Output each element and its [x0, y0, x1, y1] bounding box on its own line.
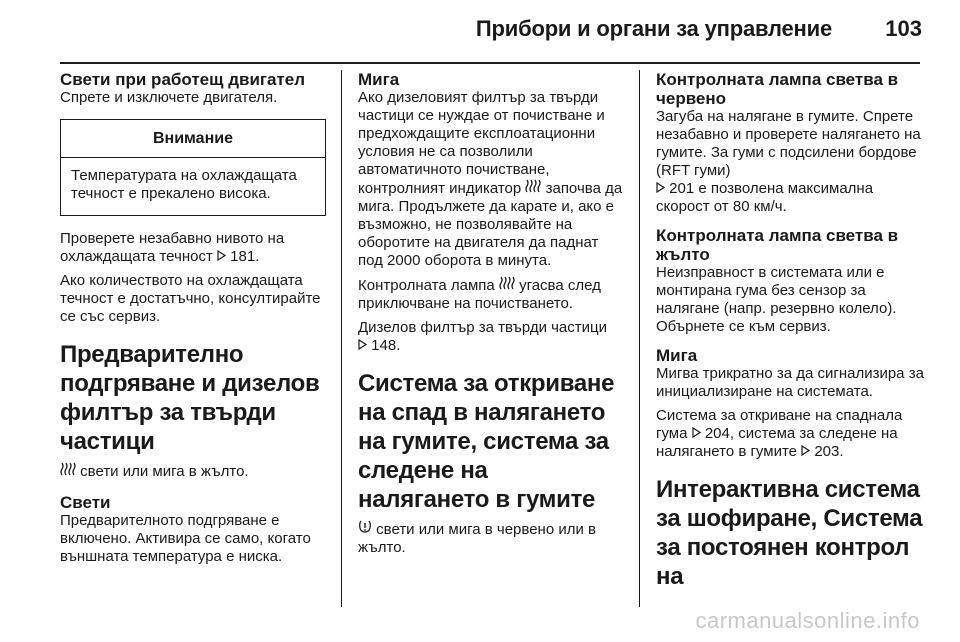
triangle-ref-icon: [656, 180, 665, 198]
page-reference[interactable]: 201: [669, 180, 695, 197]
tire-pressure-icon: [358, 520, 372, 539]
paragraph: [358, 520, 624, 557]
triangle-ref-icon: [217, 248, 226, 266]
paragraph-text: Дизелов филтър за твърди частици: [358, 319, 607, 336]
page-reference[interactable]: 203.: [814, 443, 844, 460]
section-heading: Система за откриване на спад в налягането на гумите, система за следене на налягането в гумите: [358, 370, 615, 513]
page-header: [0, 0, 960, 50]
section-text: Спрете и изключете двигателя.: [60, 89, 278, 106]
paragraph: [60, 230, 326, 266]
paragraph-text: Контролната лампа: [358, 277, 495, 294]
section-heading: Интерактивна система за шофиране, Система за постоянен контрол на: [656, 476, 923, 590]
column-divider-2: [639, 70, 640, 607]
paragraph: [656, 407, 924, 461]
paragraph-text: Система за откриване на спаднала гума: [656, 407, 903, 442]
paragraph: Неизправност в системата или е монтирана гума без сензор за налягане (напр. резервно колело). Обърнете се към сервиз.: [656, 264, 897, 335]
warning-text: Температурата на охлаждащата течност е прекалено висока.: [71, 167, 297, 202]
section-title: Свети при работещ двигател: [60, 70, 306, 89]
paragraph-text: свети или мига в жълто.: [80, 463, 249, 480]
header-divider: [60, 62, 920, 64]
page-title: Прибори и органи за управление: [475, 16, 832, 41]
paragraph-text: угасва след приключване на почистването.: [358, 277, 601, 312]
subsection-title: Контролната лампа светва в жълто: [656, 226, 899, 264]
paragraph: Ако количеството на охлаждащата течност е достатъчно, консултирайте се със сервиз.: [60, 272, 321, 325]
paragraph-text: Проверете незабавно нивото на охлаждащата течност: [60, 230, 285, 265]
triangle-ref-icon: [801, 443, 810, 461]
paragraph-text: свети или мига в червено или в жълто.: [358, 521, 596, 556]
column-divider-1: [341, 70, 342, 607]
paragraph-text: Ако дизеловият филтър за твърди частици се нуждае от почистване и предхождащите експлоатационни условия не са позволили автоматичното почистване, контролният индикатор: [358, 89, 605, 197]
paragraph: Предварителното подгряване е включено. Активира се само, когато външната температура е ниска.: [60, 512, 311, 565]
warning-title: Внимание: [61, 120, 325, 158]
subsection-title: Мига: [656, 346, 698, 365]
paragraph-text: Загуба на налягане в гумите. Спрете незабавно и проверете налягането на гумите. За гуми с подсилени бордове (RFT гуми): [656, 108, 921, 179]
triangle-ref-icon: [692, 425, 701, 443]
glow-plug-icon: [60, 462, 76, 481]
page-reference[interactable]: 148.: [371, 337, 401, 354]
paragraph: [358, 276, 624, 313]
subsection-title: Свети: [60, 493, 111, 512]
glow-plug-icon: [499, 276, 515, 295]
section-heading: Предварително подгряване и дизелов филтър за твърди частици: [60, 341, 320, 455]
triangle-ref-icon: [358, 337, 367, 355]
watermark: carmanualsonline.info: [695, 608, 920, 633]
paragraph-text: система за следене на налягането в гумите: [656, 425, 898, 460]
subsection-title: Мига: [358, 70, 400, 89]
page-number: 103: [885, 16, 922, 41]
column-3: [656, 70, 924, 597]
paragraph-text: е позволена максимална скорост от 80 км/ч.: [656, 180, 874, 215]
column-2: [358, 70, 624, 563]
paragraph-text: започва да мига. Продължете да карате и, ако е възможно, не позволявайте на оборотите на двигателя да паднат под 2000 оборота в минута.: [358, 180, 623, 269]
paragraph: [656, 108, 924, 216]
paragraph: [60, 462, 326, 481]
warning-box: [60, 119, 326, 216]
paragraph: [358, 89, 624, 270]
page-reference[interactable]: 181.: [230, 248, 260, 265]
subsection-title: Контролната лампа светва в червено: [656, 70, 899, 108]
paragraph: [358, 319, 624, 355]
paragraph: Мигва трикратно за да сигнализира за инициализиране на системата.: [656, 365, 924, 400]
column-1: [60, 70, 326, 572]
glow-plug-icon: [525, 179, 541, 198]
page-reference[interactable]: 204,: [704, 425, 735, 442]
